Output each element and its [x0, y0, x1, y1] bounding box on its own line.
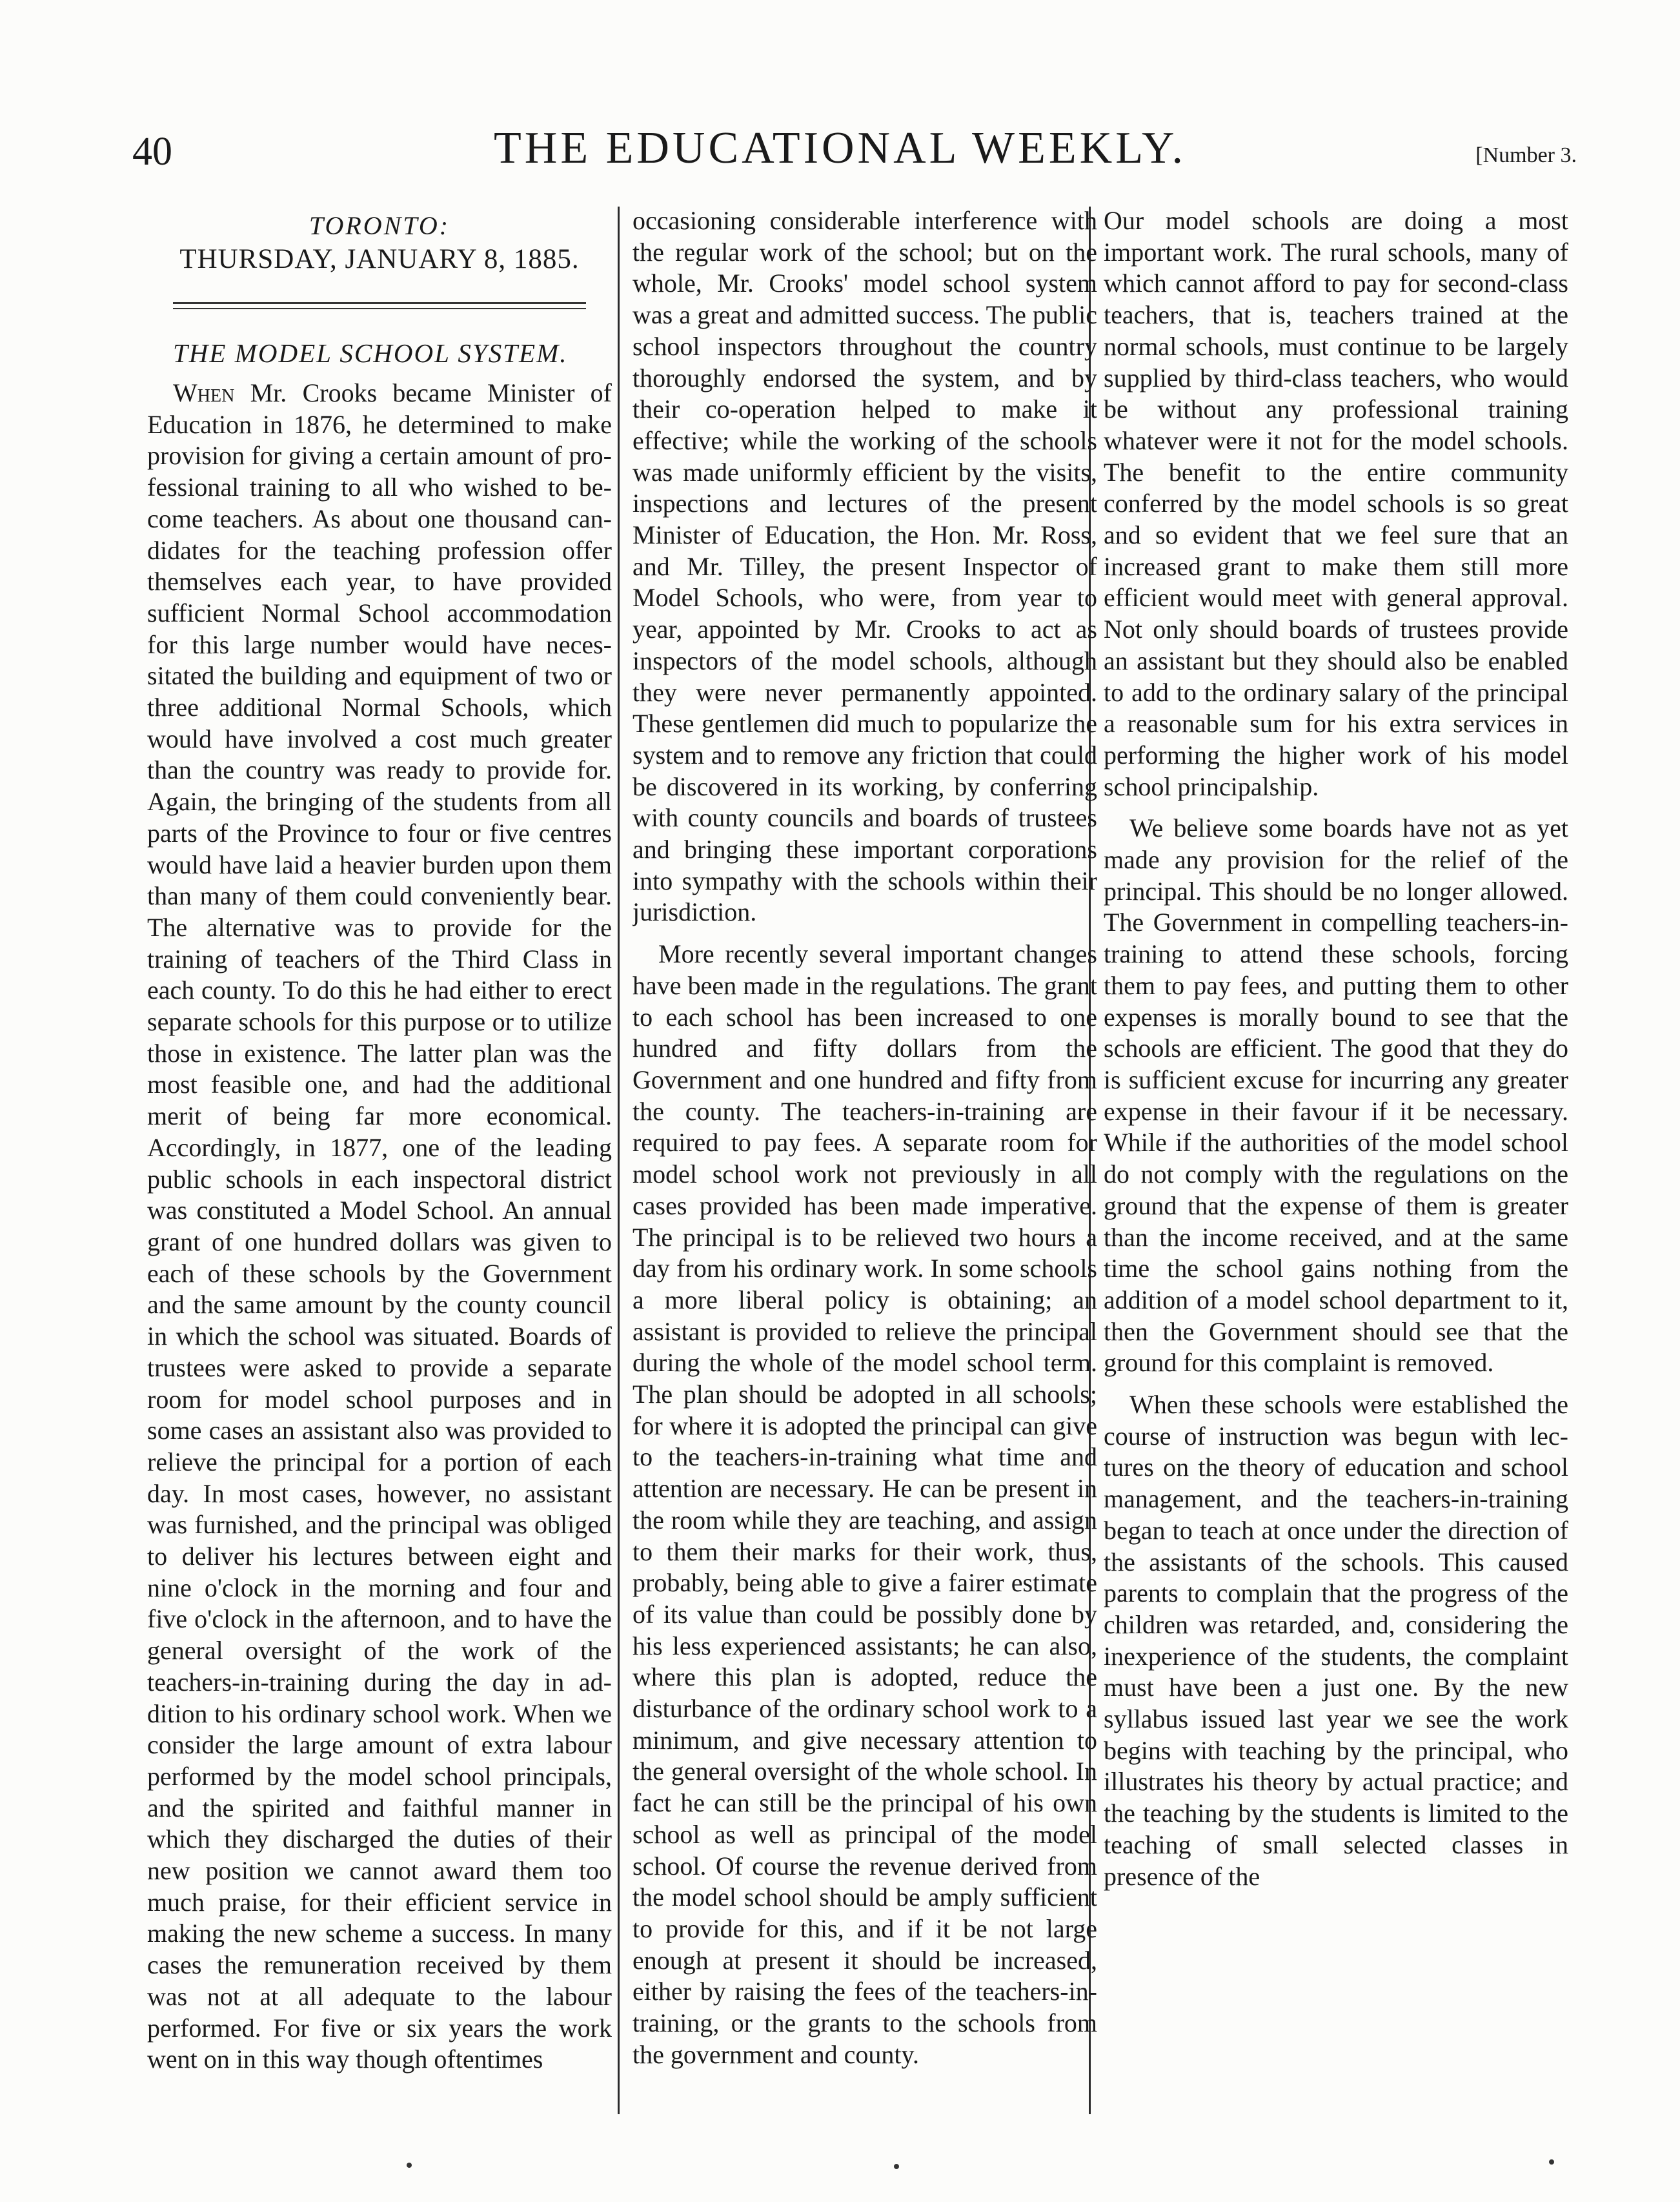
page-header	[0, 0, 1680, 213]
article-paragraph: Our model schools are doing a most important work. The rural schools, many of which cannot afford to pay for second-class teachers, that is, teachers trained at the normal schools, must continue to be largely supplied by third-class teachers, who would be without any professional training whatever were it not for the model schools. The benefit to the entire community conferred by the model schools is so great and so evident that we feel sure that an increased grant to make them still more efficient would meet with general approval. Not only should boards of trustees provide an assistant but they should also be enabled to add to the ordinary salary of the principal a reasonable sum for his extra services in performing the higher work of his model school principalship.	[1104, 206, 1568, 801]
article-body-part-1	[147, 378, 612, 2075]
masthead-title: THE EDUCATIONAL WEEKLY.	[494, 123, 1186, 173]
text-column-1	[147, 205, 612, 2097]
double-rule-divider	[173, 302, 586, 309]
text-column-3	[1104, 205, 1568, 2097]
text-column-2	[633, 205, 1097, 2097]
page-number: 40	[132, 130, 172, 174]
article-title: THE MODEL SCHOOL SYSTEM.	[173, 338, 568, 368]
column-rule	[618, 207, 620, 2114]
article-paragraph: When these schools were established the course of instruction was begun with lectures on the theory of education and school management, and the teachers-in-training began to teach at once under the direction of the assistants of the schools. This caused parents to complain that the progress of the children was retarded, and, considering the inexperience of the students, the complaint must have been a just one. By the new syllabus issued last year we see the work begins with teaching by the principal, who illustrates his theory by actual practice; and the teaching by the students is limited to the teaching of small selected classes in presence of the	[1104, 1390, 1568, 1891]
dateline-date: THURSDAY, JANUARY 8, 1885.	[179, 244, 580, 274]
article-paragraph: occasioning considerable interference with the regular work of the school; but on the whole, Mr. Crooks' model school system was a great and admitted success. The public school inspectors throughout the country thoroughly endorsed the system, and by their co-operation helped to make it effective; while the working of the schools was made uniformly efficient by the visits, inspections and lectures of the present Minister of Education, the Hon. Mr. Ross, and Mr. Tilley, the present Inspector of Model Schools, who were, from year to year, appointed by Mr. Crooks to act as inspectors of the model schools, although they were never permanently appointed. These gentlemen did much to popularize the system and to remove any friction that could be discovered in its working, by conferring with county councils and boards of trustees and bringing these important corporations into sympathy with the schools within their jurisdiction.	[633, 206, 1097, 927]
article-paragraph: When Mr. Crooks became Minister of Education in 1876, he determined to make provision for giving a certain amount of professional training to all who wished to become teachers. As about one thousand candidates for the teaching profession offer themselves each year, to have provided sufficient Normal School accommodation for this large number would have necessitated the building and equipment of two or three additional Normal Schools, which would have involved a cost much greater than the country was ready to provide for. Again, the bringing of the students from all parts of the Province to four or five centres would have laid a heavier burden upon them than many of them could conveniently bear. The alternative was to provide for the training of teachers of the Third Class in each county. To do this he had either to erect separate schools for this purpose or to utilize those in existence. The latter plan was the most feasible one, and had the additional merit of being far more economical. Accordingly, in 1877, one of the leading public schools in each inspectoral district was constituted a Model School. An annual grant of one hundred dollars was given to each of these schools by the Government and the same amount by the county council in which the school was situated. Boards of trustees were asked to provide a separate room for model school purposes and in some cases an assistant also was provided to relieve the principal for a portion of each day. In most cases, however, no assistant was furnished, and the principal was obliged to deliver his lectures between eight and nine o'clock in the morning and four and five o'clock in the afternoon, and to have the general oversight of the work of the teachers-in-training during the day in addition to his ordinary school work. When we consider the large amount of extra labour performed by the model school principals, and the spirited and faithful manner in which they discharged the duties of their new position we cannot award them too much praise, for their efficient service in making the new scheme a success. In many cases the remuneration received by them was not at all adequate to the labour performed. For five or six years the work went on in this way though oftentimes	[147, 378, 612, 2074]
article-body-part-3	[1104, 205, 1568, 1892]
printer-mark	[894, 2164, 899, 2169]
article-paragraph: More recently several important changes have been made in the regulations. The grant to each school has been increased to one hundred and fifty dollars from the Government and one hundred and fifty from the county. The teachers-in-training are required to pay fees. A separate room for model school work not previously in all cases provided has been made imperative. The principal is to be relieved two hours a day from his ordinary work. In some schools a more liberal policy is obtaining; an assistant is provided to relieve the principal during the whole of the model school term. The plan should be adopted in all schools; for where it is adopted the principal can give to the teachers-in-training what time and attention are necessary. He can be present in the room while they are teaching, and assign to them their marks for their work, thus, probably, being able to give a fairer estimate of its value than could be possibly done by his less experienced assistants; he can also, where this plan is adopted, reduce the disturbance of the ordinary school work to a minimum, and give necessary attention to the general oversight of the whole school. In fact he can still be the principal of his own school as well as principal of the model school. Of course the revenue derived from the model school should be amply sufficient to provide for this, and if it be not large enough at present it should be increased, either by raising the fees of the teachers-in-training, or the grants to the schools from the government and county.	[633, 939, 1097, 2069]
article-paragraph: We believe some boards have not as yet made any provision for the relief of the principal. This should be no longer allowed. The Government in compelling teachers-in-training to attend these schools, forcing them to pay fees, and putting them to other expenses is morally bound to see that the schools are efficient. The good that they do is sufficient excuse for incurring any greater expense in their favour if it be necessary. While if the authorities of the model school do not comply with the regulations on the ground that the expense of them is greater than the income received, and at the same time the school gains nothing from the addition of a model school department to it, then the Government should see that the ground for this complaint is removed.	[1104, 813, 1568, 1378]
opening-word: When	[173, 378, 235, 407]
printer-mark	[1549, 2159, 1554, 2165]
dateline-city: TORONTO:	[309, 211, 450, 240]
printer-mark	[407, 2163, 412, 2168]
article-body-part-2	[633, 205, 1097, 2070]
issue-number: [Number 3.	[1475, 143, 1577, 167]
